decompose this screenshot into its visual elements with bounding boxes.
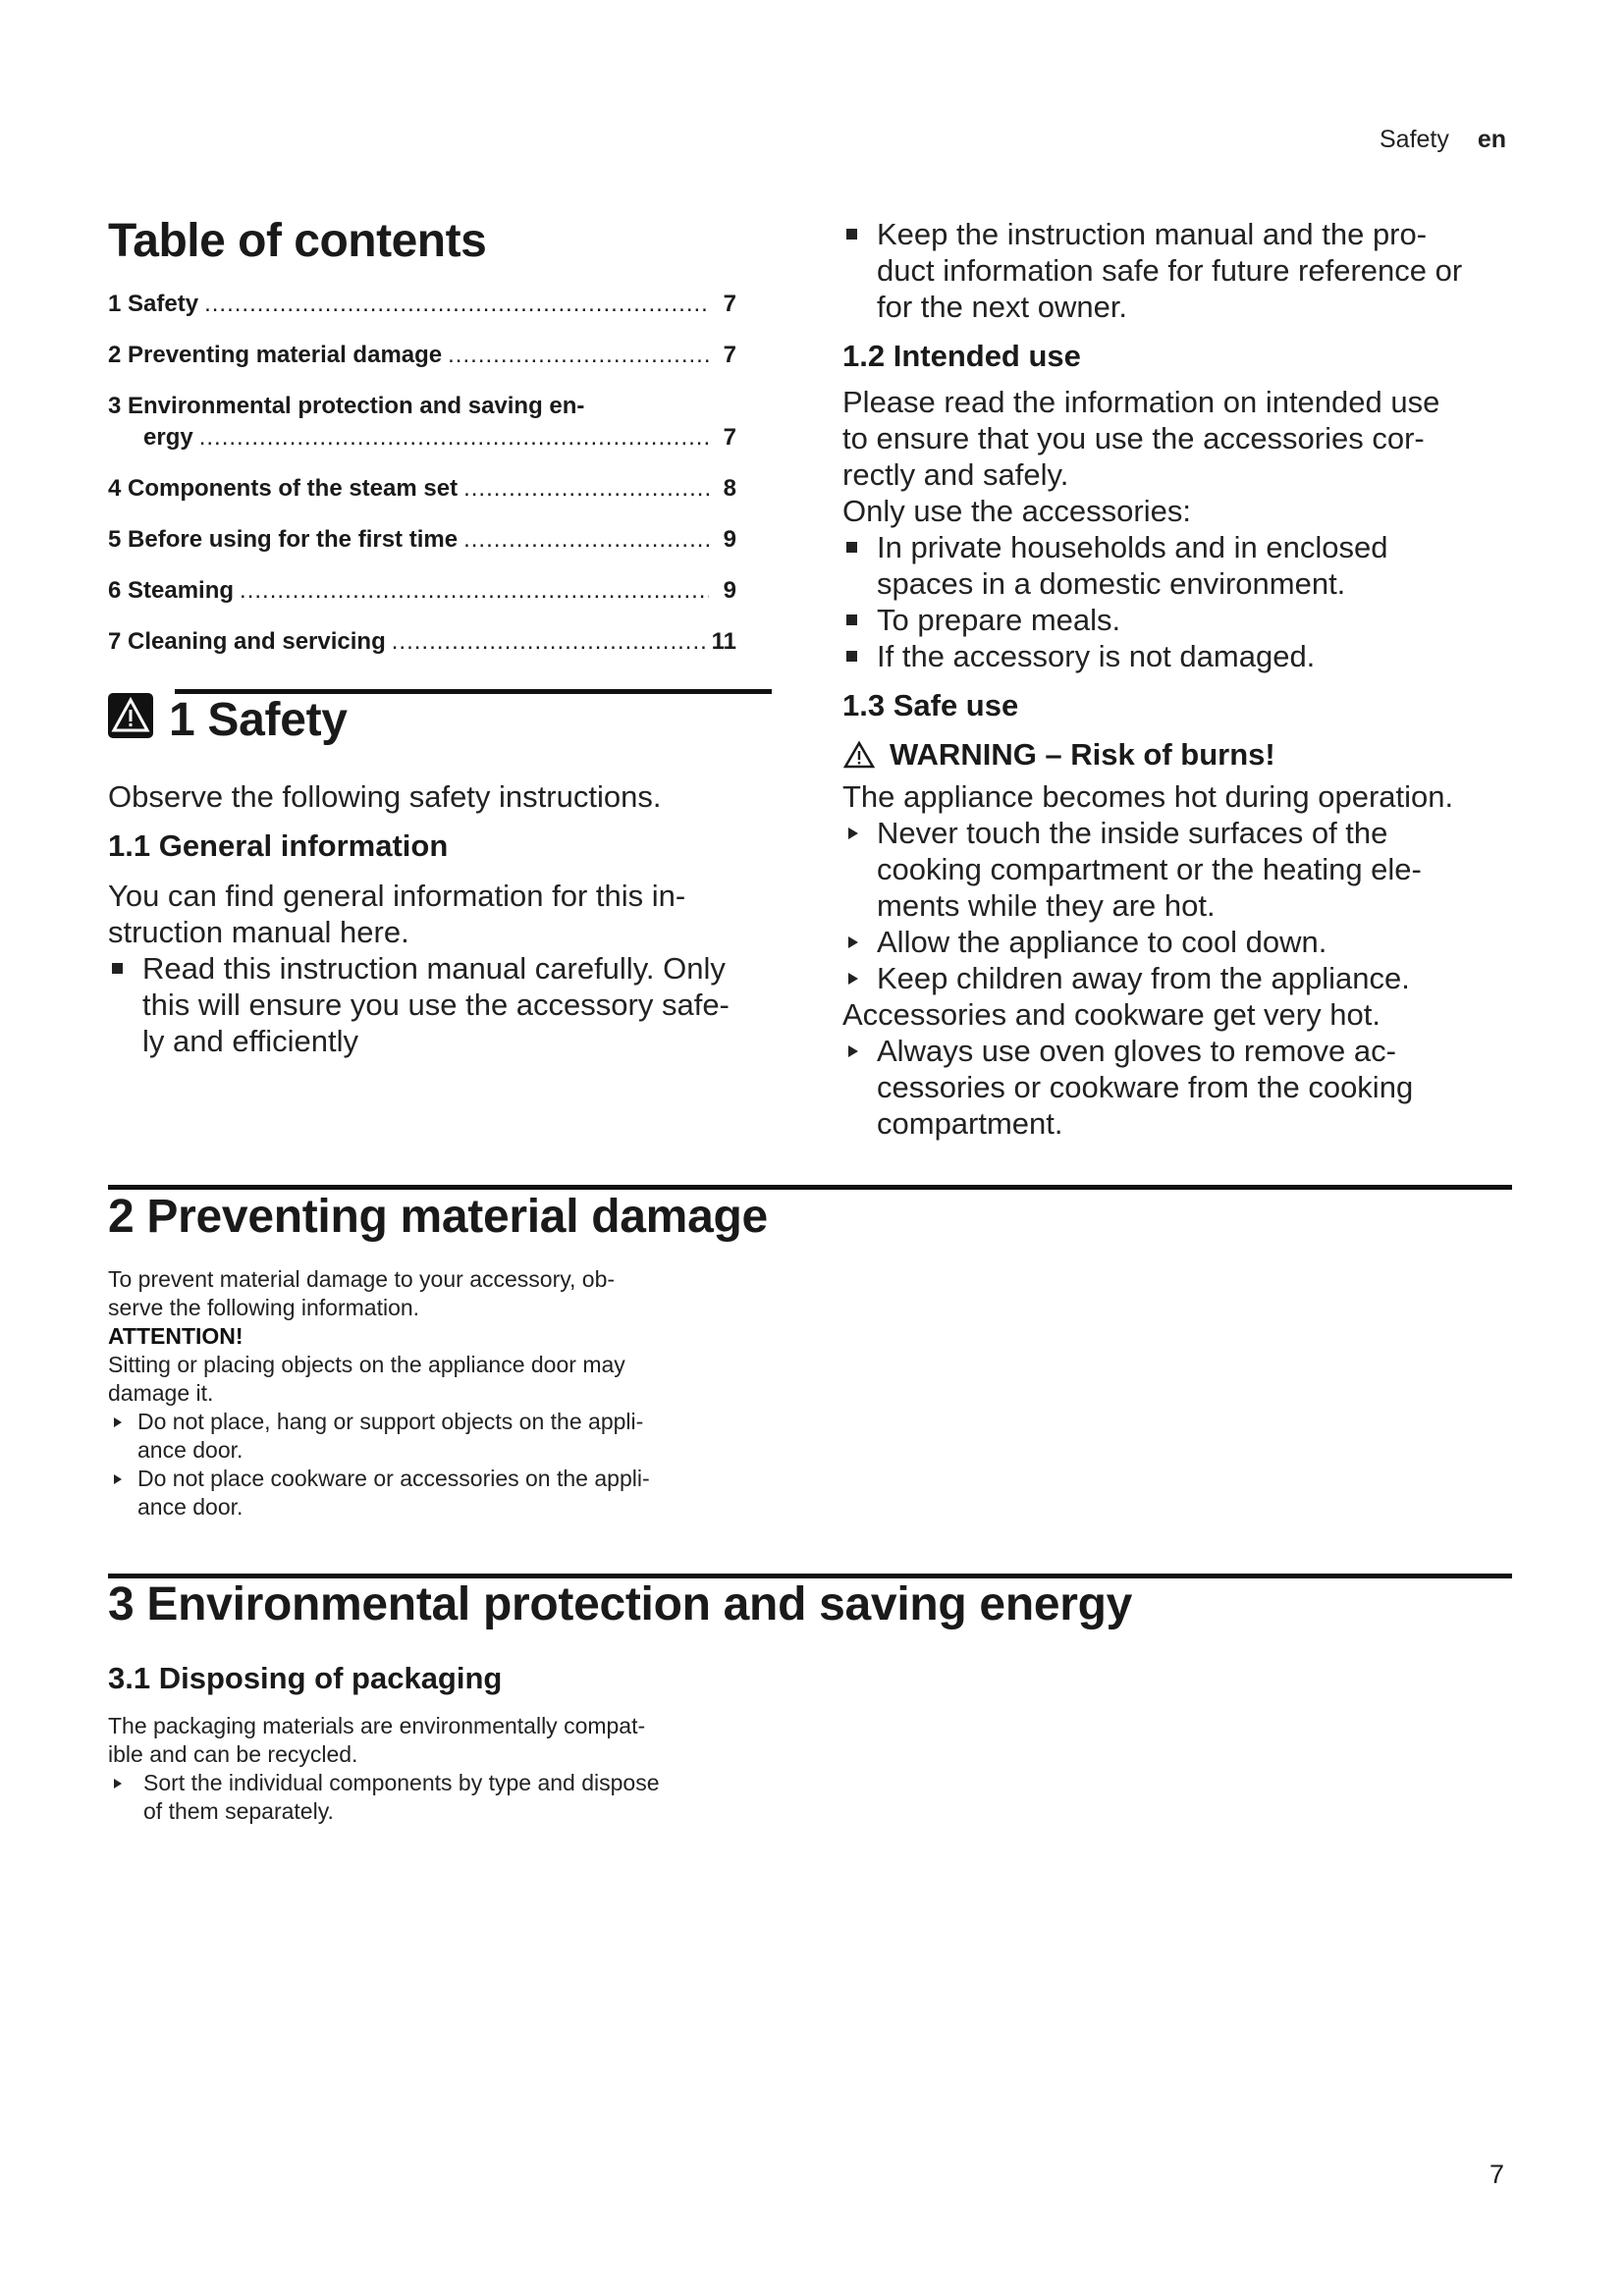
toc-entry[interactable]: 2 Preventing material damage ..... 7 <box>108 342 736 369</box>
header-language: en <box>1477 126 1506 153</box>
safety-section <box>108 693 776 1059</box>
instruction-step: Keep children away from the appliance. <box>842 960 1520 996</box>
page-number: 7 <box>1489 2160 1504 2189</box>
attention-label: ATTENTION! <box>108 1323 244 1349</box>
warning-box-icon <box>108 693 153 738</box>
intended-use-text: Please read the information on intended use to ensure that you use the accessories cor- rectly and safely. Only use the accessories: <box>842 385 1440 528</box>
damage-section <box>108 1190 1090 1522</box>
instruction-step: Do not place cookware or accessories on the appli- ance door. <box>108 1465 776 1522</box>
env-heading: 3 Environmental protection and saving energy <box>108 1578 1133 1630</box>
packaging-heading: 3.1 Disposing of packaging <box>108 1661 503 1695</box>
toc-entry[interactable]: 5 Before using for the first time ..... 9 <box>108 526 736 554</box>
damage-heading: 2 Preventing material damage <box>108 1191 768 1243</box>
instruction-step: Always use oven gloves to remove ac- cessories or cookware from the cooking compartment. <box>842 1033 1520 1142</box>
toc-entry[interactable]: 3 Environmental protection and saving en- ergy ..... 7 <box>108 393 736 452</box>
instruction-step: Never touch the inside surfaces of the cooking compartment or the heating ele- ments while they are hot. <box>842 815 1520 924</box>
instruction-step: Allow the appliance to cool down. <box>842 924 1520 960</box>
table-of-contents <box>108 291 736 679</box>
list-item: Read this instruction manual carefully. Only this will ensure you use the accessory safe- ly and efficiently <box>108 950 776 1059</box>
toc-entry[interactable]: 4 Components of the steam set ..... 8 <box>108 475 736 503</box>
toc-entry[interactable]: 1 Safety ..... 7 <box>108 291 736 318</box>
toc-entry[interactable]: 6 Steaming ..... 9 <box>108 577 736 605</box>
safe-use-text: Accessories and cookware get very hot. <box>842 997 1380 1032</box>
safe-use-text: The appliance becomes hot during operation. <box>842 779 1454 814</box>
toc-title: Table of contents <box>108 215 487 267</box>
warning-heading: WARNING – Risk of burns! <box>842 737 1520 773</box>
safety-heading: 1 Safety <box>108 693 776 747</box>
general-info-text: You can find general information for this in- struction manual here. <box>108 879 686 949</box>
list-item: If the accessory is not damaged. <box>842 638 1520 674</box>
warning-triangle-icon <box>842 740 876 770</box>
env-section <box>108 1577 1483 1826</box>
packaging-text: The packaging materials are environmentally compat- ible and can be recycled. Sort the individual components by type and dispose of them separately. <box>108 1712 776 1826</box>
safety-intro: Observe the following safety instructions. <box>108 779 662 814</box>
damage-text: To prevent material damage to your accessory, ob- serve the following information. ATTENTION! Sitting or placing objects on the appliance door may damage it. Do not place, hang or support objects on the appli- ance door. Do not place cookware or accessories on the appli- ance door. <box>108 1265 776 1522</box>
general-info-heading: 1.1 General information <box>108 828 449 863</box>
safety-right-column <box>842 216 1520 1142</box>
list-item: In private households and in enclosed spaces in a domestic environment. <box>842 529 1520 602</box>
header-section: Safety <box>1379 126 1449 153</box>
running-header <box>1380 126 1506 154</box>
list-item: To prepare meals. <box>842 602 1520 638</box>
intended-use-heading: 1.2 Intended use <box>842 339 1081 373</box>
list-item: Keep the instruction manual and the pro- duct information safe for future reference or for the next owner. <box>842 216 1520 325</box>
toc-entry[interactable]: 7 Cleaning and servicing ..... 11 <box>108 628 736 656</box>
safe-use-heading: 1.3 Safe use <box>842 688 1019 722</box>
instruction-step: Sort the individual components by type and dispose of them separately. <box>108 1769 776 1826</box>
instruction-step: Do not place, hang or support objects on the appli- ance door. <box>108 1408 776 1465</box>
